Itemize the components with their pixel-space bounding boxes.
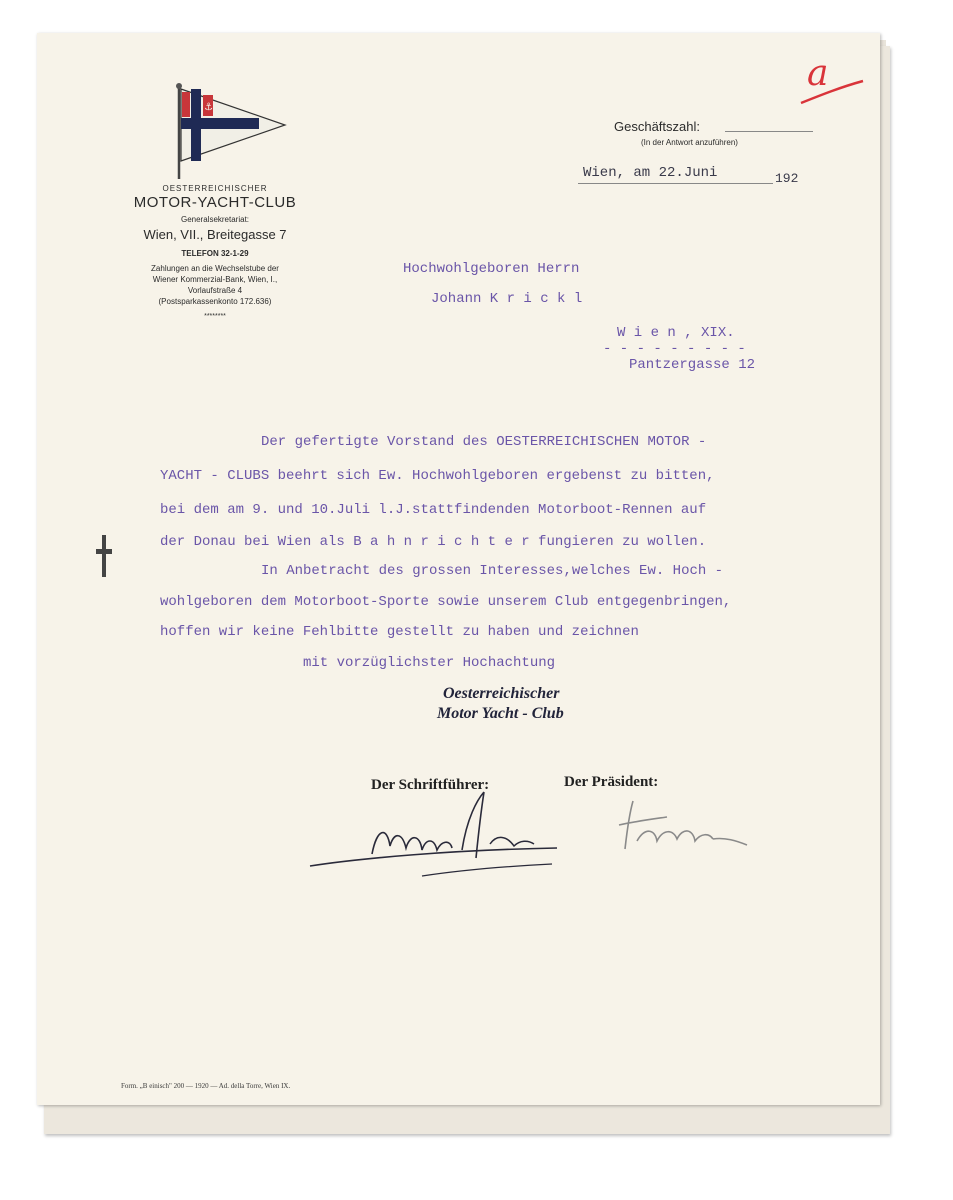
recipient-city-underline: - - - - - - - - -	[603, 341, 746, 357]
red-annotation-underline	[797, 77, 867, 107]
letter-sheet	[37, 33, 880, 1105]
recipient-city: W i e n , XIX.	[617, 325, 735, 341]
secretary-label: Der Schriftführer:	[371, 777, 490, 793]
club-name: MOTOR-YACHT-CLUB	[133, 194, 297, 211]
payment-line-4: (Postsparkassenkonto 172.636)	[158, 297, 272, 306]
recipient-salutation: Hochwohlgeboren Herrn	[403, 261, 580, 277]
date-line	[578, 183, 773, 184]
closing-club-line2: Motor Yacht - Club	[437, 705, 564, 722]
payment-line-3: Vorlaufstraße 4	[187, 286, 243, 295]
letter-year: 192	[775, 171, 799, 186]
body-line-7: hoffen wir keine Fehlbitte gestellt zu haben und zeichnen	[160, 624, 639, 640]
pennant-flag-logo	[169, 83, 294, 181]
reference-note: (In der Antwort anzuführen)	[641, 138, 738, 147]
general-secretariat: Generalsekretariat:	[180, 215, 250, 224]
recipient-name: Johann K r i c k l	[431, 291, 583, 307]
letterhead-line1: OESTERREICHISCHER	[162, 184, 268, 193]
letterhead-stars: ********	[204, 313, 226, 320]
body-line-3: bei dem am 9. und 10.Juli l.J.stattfindenden Motorboot-Rennen auf	[160, 502, 707, 518]
body-line-4: der Donau bei Wien als B a h n r i c h t e r fungieren zu wollen.	[160, 534, 707, 550]
club-address: Wien, VII., Breitegasse 7	[143, 227, 287, 242]
margin-cross-mark	[94, 533, 114, 579]
body-line-6: wohlgeboren dem Motorboot-Sporte sowie unserem Club entgegenbringen,	[160, 594, 732, 610]
president-label: Der Präsident:	[564, 774, 659, 790]
body-line-5: In Anbetracht des grossen Interesses,welches Ew. Hoch -	[261, 563, 724, 579]
reference-line	[725, 131, 813, 132]
reference-label: Geschäftszahl:	[614, 119, 700, 134]
club-phone: TELEFON 32-1-29	[181, 249, 249, 258]
body-line-2: YACHT - CLUBS beehrt sich Ew. Hochwohlgeboren ergebenst zu bitten,	[160, 468, 715, 484]
footer-imprint: Form. „B einisch" 200 — 1920 — Ad. della Torre, Wien IX.	[121, 1082, 291, 1090]
svg-text:⚓: ⚓	[204, 102, 213, 113]
secretary-signature	[302, 788, 572, 883]
body-line-1: Der gefertigte Vorstand des OESTERREICHISCHEN MOTOR -	[261, 434, 707, 450]
president-signature	[597, 791, 767, 861]
body-line-8: mit vorzüglichster Hochachtung	[303, 655, 556, 671]
recipient-street: Pantzergasse 12	[629, 357, 756, 373]
payment-line-1: Zahlungen an die Wechselstube der	[151, 264, 279, 273]
letter-date: Wien, am 22.Juni	[583, 165, 718, 181]
closing-club-line1: Oesterreichischer	[443, 685, 560, 702]
red-annotation-letter: a	[807, 53, 829, 94]
payment-line-2: Wiener Kommerzial-Bank, Wien, I.,	[152, 275, 278, 284]
